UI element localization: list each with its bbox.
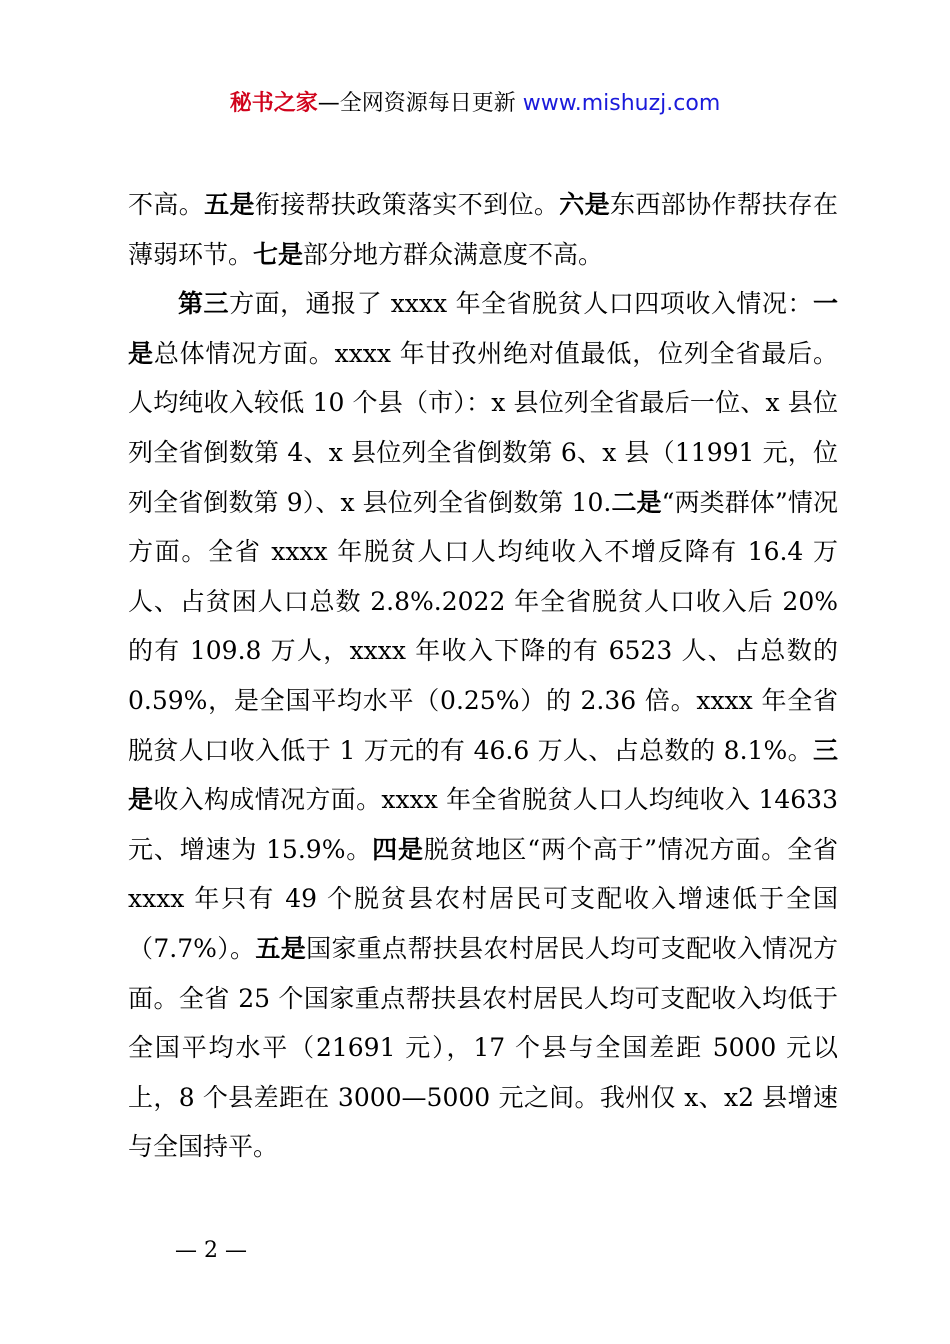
- header-tagline: —全网资源每日更新: [317, 91, 523, 116]
- paragraph-2: [128, 279, 838, 1172]
- bold-keyword: 六是: [559, 190, 611, 219]
- text-segment: 方面，通报了 xxxx 年全省脱贫人口四项收入情况：: [229, 289, 813, 319]
- bold-keyword: 第三: [178, 289, 230, 319]
- bold-keyword: 五是: [204, 190, 255, 219]
- bold-keyword: 四是: [372, 834, 424, 864]
- bold-keyword: 三是: [128, 735, 838, 815]
- site-header: [0, 86, 950, 122]
- bold-keyword: 五是: [255, 933, 307, 963]
- brand-name: 秘书之家: [229, 91, 318, 116]
- text-segment: 部分地方群众满意度不高。: [303, 239, 604, 269]
- bold-keyword: 二是: [611, 487, 662, 517]
- document-body: [128, 180, 838, 1172]
- bold-keyword: 一是: [128, 289, 838, 368]
- text-segment: 收入构成情况方面。xxxx 年全省脱贫人口人均纯收入 14633 元、增速为 15.9%。: [128, 785, 838, 864]
- page-number: — 2 —: [175, 1238, 247, 1263]
- text-segment: “两类群体”情况方面。全省 xxxx 年脱贫人口人均纯收入不增反降有 16.4 万人、占贫困人口总数 2.8%.2022 年全省脱贫人口收入后 20%的有 109.8 万人，xxxx 年收入下降的有 6523 人、占总数的 0.59%，是全国平均水平（0.25%）的 2.36 倍。xxxx 年全省脱贫人口收入低于 1 万元的有 46.6 万人、占总数的 8.1%。: [128, 487, 839, 765]
- text-segment: 衔接帮扶政策落实不到位。: [254, 190, 560, 219]
- text-segment: 东西部协作帮扶存在薄弱环节。: [128, 190, 838, 269]
- site-url-link[interactable]: www.mishuzj.com: [522, 91, 721, 116]
- text-segment: 国家重点帮扶县农村居民人均可支配收入情况方面。全省 25 个国家重点帮扶县农村居民人均可支配收入均低于全国平均水平（21691 元），17 个县与全国差距 5000 元以上，8 个县差距在 3000—5000 元之间。我州仅 x、x2 县增速与全国持平。: [128, 933, 838, 1162]
- text-segment: 脱贫地区“两个高于”情况方面。全省 xxxx 年只有 49 个脱贫县农村居民可支配收入增速低于全国（7.7%）。: [128, 834, 838, 963]
- bold-keyword: 七是: [253, 239, 304, 269]
- text-segment: 不高。: [128, 190, 205, 219]
- paragraph-1: [128, 180, 838, 279]
- text-segment: 总体情况方面。xxxx 年甘孜州绝对值最低，位列全省最后。人均纯收入较低 10 个县（市）：x 县位列全省最后一位、x 县位列全省倒数第 4、x 县位列全省倒数第 6、x 县（11991 元，位列全省倒数第 9）、x 县位列全省倒数第 10.: [128, 338, 838, 517]
